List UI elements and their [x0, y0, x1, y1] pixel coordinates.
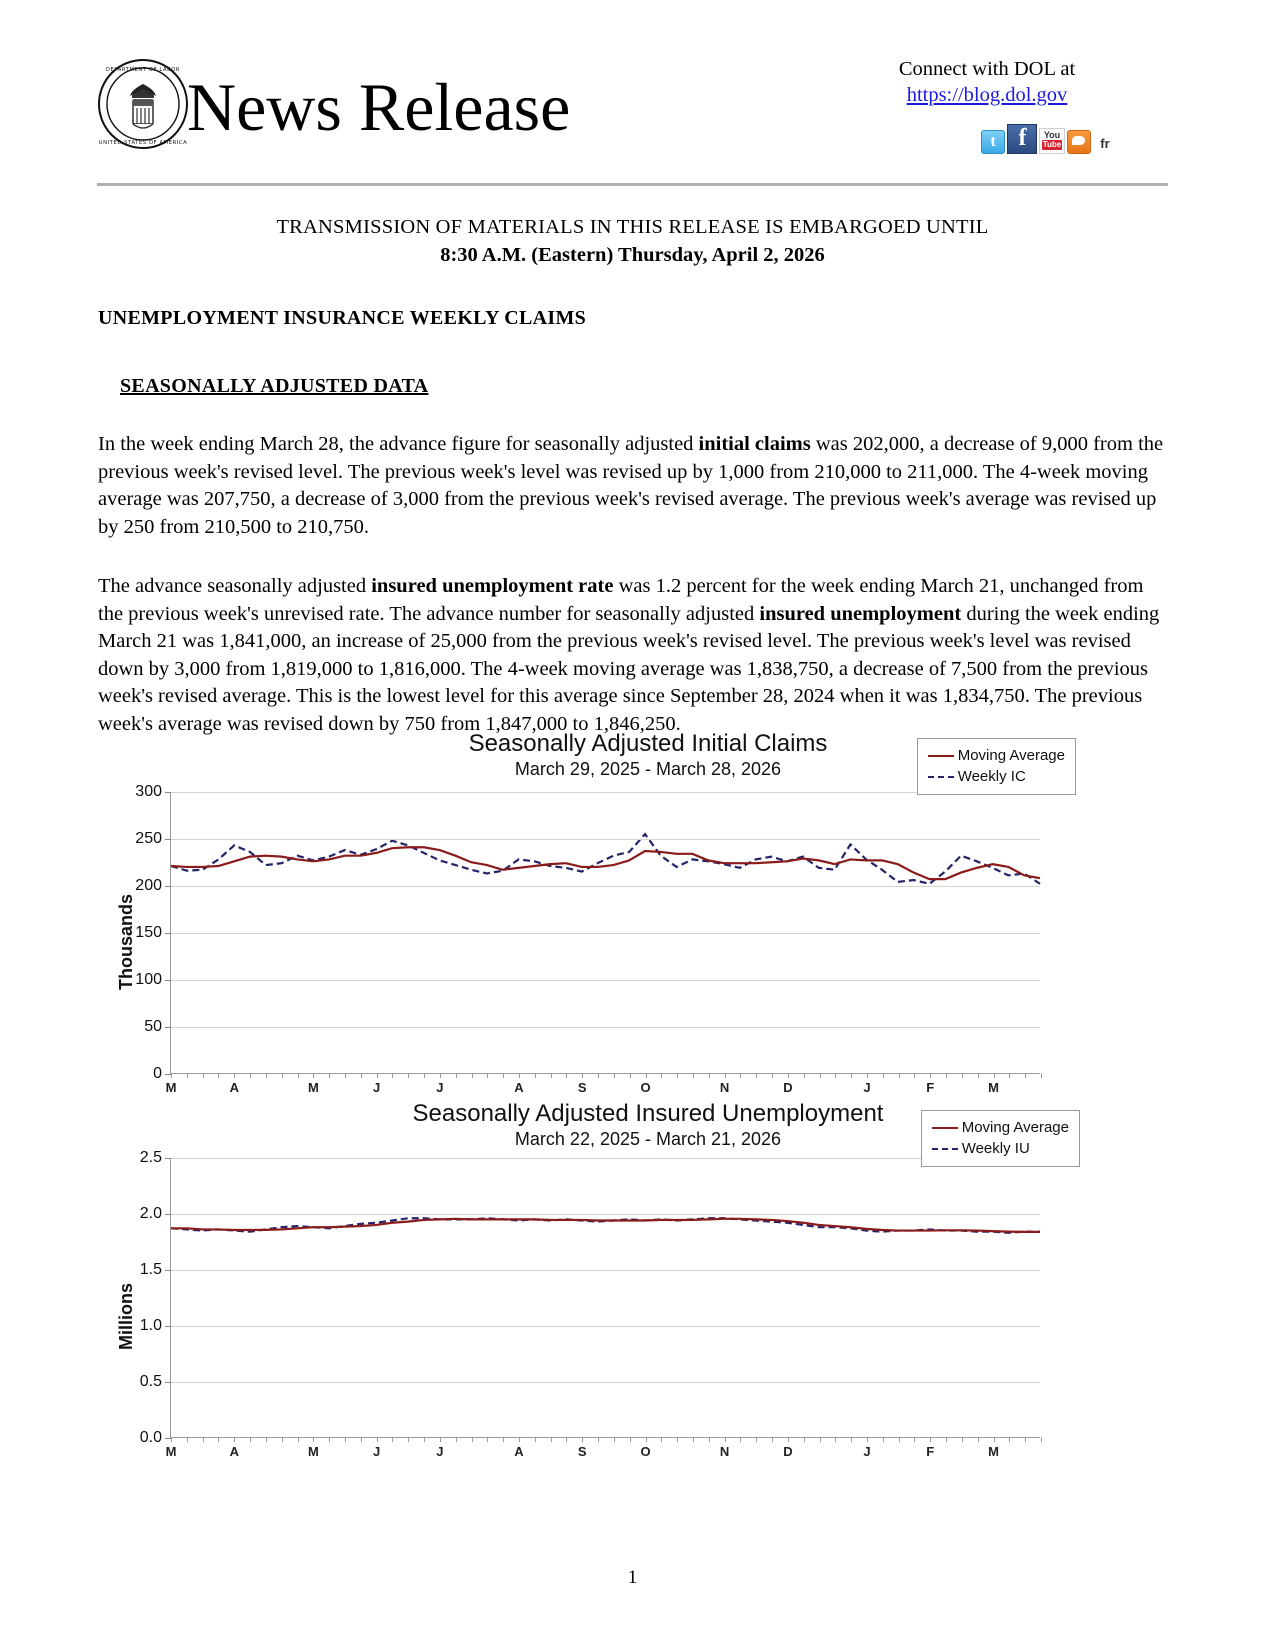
y-tick-mark	[165, 1270, 171, 1271]
paragraph-insured-unemployment	[98, 573, 1167, 738]
x-tick-mark	[883, 1437, 884, 1442]
x-tick-mark	[835, 1073, 836, 1078]
x-tick-mark	[740, 1437, 741, 1442]
x-tick-mark	[171, 1073, 172, 1078]
x-tick-mark	[899, 1437, 900, 1442]
gridline	[171, 839, 1040, 840]
x-tick-label: M	[165, 1080, 177, 1095]
y-tick-mark	[165, 933, 171, 934]
y-tick-mark	[165, 980, 171, 981]
y-tick-label: 300	[135, 783, 162, 800]
x-tick-mark	[472, 1437, 473, 1442]
gridline	[171, 1158, 1040, 1159]
x-tick-mark	[994, 1073, 995, 1078]
paragraph-initial-claims	[98, 431, 1167, 541]
x-tick-label: N	[719, 1080, 730, 1095]
x-tick-mark	[677, 1437, 678, 1442]
x-tick-mark	[298, 1437, 299, 1442]
y-tick-label: 2.5	[139, 1149, 162, 1166]
x-tick-mark	[282, 1437, 283, 1442]
x-tick-mark	[614, 1073, 615, 1078]
x-tick-mark	[914, 1437, 915, 1442]
x-tick-mark	[946, 1437, 947, 1442]
y-tick-label: 1.0	[139, 1317, 162, 1334]
x-tick-label: D	[783, 1444, 793, 1459]
x-tick-mark	[582, 1073, 583, 1078]
x-tick-mark	[218, 1073, 219, 1078]
dol-blog-link[interactable]: https://blog.dol.gov	[906, 84, 1068, 106]
dashed-line-swatch-icon	[928, 776, 954, 778]
x-tick-mark	[250, 1073, 251, 1078]
gridline	[171, 1027, 1040, 1028]
x-tick-mark	[867, 1437, 868, 1442]
chart2-legend-label-moving-average: Moving Average	[961, 1119, 1069, 1136]
x-tick-mark	[851, 1073, 852, 1078]
x-tick-mark	[851, 1437, 852, 1442]
x-tick-mark	[582, 1437, 583, 1442]
par2-text-c: during the week ending March 21 was 1,841,000, an increase of 25,000 from the previous week's revised level. The previous week's level was revised down by 3,000 from 1,819,000 to 1,816,000. The 4-week moving average was 1,838,750, a decrease of 7,500 from the previous week's revised average. This is the lowest level for this average since September 28, 2024 when it was 1,834,750. The previous week's average was revised down by 750 from 1,847,000 to 1,846,250.	[98, 602, 1160, 735]
embargo-line-2: 8:30 A.M. (Eastern) Thursday, April 2, 2026	[440, 244, 825, 266]
gridline	[171, 792, 1040, 793]
y-tick-mark	[165, 886, 171, 887]
y-tick-mark	[165, 1158, 171, 1159]
x-tick-mark	[440, 1073, 441, 1078]
x-tick-mark	[566, 1073, 567, 1078]
x-tick-mark	[930, 1073, 931, 1078]
x-tick-label: J	[436, 1080, 444, 1095]
x-tick-mark	[503, 1073, 504, 1078]
x-tick-label: N	[719, 1444, 730, 1459]
x-tick-label: F	[926, 1444, 935, 1459]
sub-section-title: SEASONALLY ADJUSTED DATA	[120, 375, 429, 397]
x-tick-mark	[535, 1437, 536, 1442]
y-tick-label: 0.5	[139, 1373, 162, 1390]
x-tick-mark	[266, 1437, 267, 1442]
y-tick-label: 2.0	[139, 1205, 162, 1222]
x-tick-mark	[472, 1073, 473, 1078]
x-tick-mark	[392, 1437, 393, 1442]
x-tick-label: O	[640, 1444, 651, 1459]
gridline	[171, 1382, 1040, 1383]
chart1-legend-item-weekly-ic	[928, 766, 1065, 787]
x-tick-mark	[535, 1073, 536, 1078]
dashed-line-swatch-icon	[932, 1148, 958, 1150]
x-tick-mark	[693, 1073, 694, 1078]
page-title: News Release	[187, 69, 571, 145]
y-tick-label: 250	[135, 830, 162, 847]
x-tick-mark	[519, 1437, 520, 1442]
x-tick-mark	[456, 1437, 457, 1442]
x-tick-label: J	[436, 1444, 444, 1459]
par1-bold-initial-claims: initial claims	[698, 433, 811, 455]
x-tick-mark	[962, 1073, 963, 1078]
par2-text-a: The advance seasonally adjusted	[98, 575, 372, 597]
chart1-subtitle: March 29, 2025 - March 28, 2026	[514, 759, 782, 779]
x-tick-mark	[646, 1073, 647, 1078]
y-tick-mark	[165, 839, 171, 840]
x-tick-mark	[661, 1437, 662, 1442]
x-tick-mark	[440, 1437, 441, 1442]
youtube-icon[interactable]	[1039, 128, 1065, 154]
x-tick-mark	[424, 1073, 425, 1078]
y-tick-label: 50	[144, 1018, 162, 1035]
series-line	[171, 1219, 1040, 1232]
svg-text:DEPARTMENT OF LABOR: DEPARTMENT OF LABOR	[105, 67, 181, 73]
x-tick-mark	[187, 1437, 188, 1442]
x-tick-mark	[1009, 1073, 1010, 1078]
x-tick-label: A	[229, 1080, 239, 1095]
x-tick-label: O	[640, 1080, 651, 1095]
y-tick-mark	[165, 1326, 171, 1327]
x-tick-mark	[772, 1073, 773, 1078]
chart-initial-claims	[98, 730, 1168, 1102]
x-tick-mark	[234, 1437, 235, 1442]
x-tick-mark	[709, 1073, 710, 1078]
embargo-line-1: TRANSMISSION OF MATERIALS IN THIS RELEASE IS EMBARGOED UNTIL	[276, 216, 989, 238]
x-tick-mark	[171, 1437, 172, 1442]
chart1-x-axis	[165, 1073, 1040, 1095]
youtube-icon-bottom-text: Tube	[1042, 140, 1062, 149]
section-title: UNEMPLOYMENT INSURANCE WEEKLY CLAIMS	[98, 307, 587, 329]
y-tick-mark	[165, 1382, 171, 1383]
x-tick-mark	[1041, 1073, 1042, 1078]
connect-with-dol-block	[857, 56, 1117, 108]
x-tick-mark	[266, 1073, 267, 1078]
x-tick-mark	[820, 1073, 821, 1078]
x-tick-label: A	[514, 1080, 524, 1095]
x-tick-mark	[329, 1437, 330, 1442]
y-tick-label: 0	[153, 1065, 162, 1082]
y-tick-mark	[165, 1074, 171, 1075]
x-tick-mark	[203, 1073, 204, 1078]
x-tick-label: J	[863, 1080, 871, 1095]
y-tick-mark	[165, 1027, 171, 1028]
x-tick-label: M	[165, 1444, 177, 1459]
social-links-row	[857, 122, 1117, 154]
x-tick-label: M	[988, 1080, 999, 1095]
x-tick-mark	[345, 1437, 346, 1442]
par1-text-a: In the week ending March 28, the advance figure for seasonally adjusted	[98, 433, 699, 455]
facebook-icon[interactable]: f	[1007, 124, 1037, 154]
chat-icon[interactable]	[1067, 130, 1091, 154]
x-tick-mark	[218, 1437, 219, 1442]
x-tick-mark	[282, 1073, 283, 1078]
x-tick-mark	[804, 1437, 805, 1442]
x-tick-mark	[978, 1073, 979, 1078]
x-tick-mark	[503, 1437, 504, 1442]
x-tick-mark	[408, 1437, 409, 1442]
chart2-plot-area	[139, 1149, 1040, 1459]
gridline	[171, 1326, 1040, 1327]
x-tick-mark	[1025, 1437, 1026, 1442]
x-tick-mark	[1009, 1437, 1010, 1442]
x-tick-mark	[677, 1073, 678, 1078]
document-body	[98, 305, 1167, 738]
x-tick-label: A	[514, 1444, 524, 1459]
x-tick-mark	[313, 1073, 314, 1078]
x-tick-mark	[329, 1073, 330, 1078]
chart1-legend	[917, 738, 1076, 795]
masthead	[0, 0, 1265, 190]
x-tick-mark	[630, 1073, 631, 1078]
x-tick-mark	[661, 1073, 662, 1078]
y-tick-label: 200	[135, 877, 162, 894]
chart2-legend	[921, 1110, 1080, 1167]
chart2-legend-label-weekly-iu: Weekly IU	[961, 1140, 1030, 1157]
x-tick-label: J	[373, 1080, 381, 1095]
x-tick-mark	[820, 1437, 821, 1442]
x-tick-mark	[994, 1437, 995, 1442]
x-tick-mark	[725, 1073, 726, 1078]
y-tick-mark	[165, 1214, 171, 1215]
series-line	[171, 847, 1040, 879]
chart1-title: Seasonally Adjusted Initial Claims	[468, 730, 828, 757]
par1-text-b: was 202,000, a decrease of 9,000 from the previous week's revised level. The previous week's level was revised up by 1,000 from 210,000 to 211,000. The 4-week moving average was 207,750, a decrease of 3,000 from the previous week's revised average. The previous week's average was revised up by 250 from 210,500 to 210,750.	[98, 433, 1164, 538]
gridline	[171, 980, 1040, 981]
x-tick-label: S	[577, 1080, 587, 1095]
y-tick-label: 100	[135, 971, 162, 988]
twitter-icon[interactable]: t	[981, 130, 1005, 154]
gridline	[171, 933, 1040, 934]
x-tick-mark	[788, 1437, 789, 1442]
x-tick-mark	[756, 1073, 757, 1078]
x-tick-mark	[835, 1437, 836, 1442]
solid-line-swatch-icon	[928, 755, 954, 757]
x-tick-mark	[978, 1437, 979, 1442]
page-number: 1	[627, 1567, 638, 1588]
par2-text-b: was 1.2 percent for the week ending March 21, unchanged from the previous week's unrevised rate. The advance number for seasonally adjusted	[98, 575, 1144, 625]
chart1-legend-item-moving-average	[928, 745, 1065, 766]
x-tick-mark	[408, 1073, 409, 1078]
x-tick-mark	[772, 1437, 773, 1442]
chart2-legend-item-moving-average	[932, 1117, 1069, 1138]
x-tick-label: A	[229, 1444, 239, 1459]
chart2-legend-item-weekly-iu	[932, 1138, 1069, 1159]
x-tick-mark	[867, 1073, 868, 1078]
x-tick-mark	[234, 1073, 235, 1078]
x-tick-mark	[187, 1073, 188, 1078]
x-tick-label: F	[926, 1080, 935, 1095]
x-tick-mark	[313, 1437, 314, 1442]
x-tick-label: M	[307, 1444, 319, 1459]
x-tick-mark	[551, 1073, 552, 1078]
y-tick-label: 150	[135, 924, 162, 941]
youtube-icon-top-text: You	[1043, 130, 1061, 140]
x-tick-label: J	[863, 1444, 871, 1459]
x-tick-label: J	[373, 1444, 381, 1459]
x-tick-mark	[361, 1437, 362, 1442]
x-tick-mark	[298, 1073, 299, 1078]
x-tick-mark	[203, 1437, 204, 1442]
x-tick-mark	[392, 1073, 393, 1078]
par2-bold-insured-unemployment: insured unemployment	[759, 602, 962, 625]
chart1-plot-area	[135, 783, 1040, 1095]
x-tick-mark	[804, 1073, 805, 1078]
y-tick-label: 1.5	[139, 1261, 162, 1278]
x-tick-mark	[725, 1437, 726, 1442]
x-tick-mark	[962, 1437, 963, 1442]
chart2-subtitle: March 22, 2025 - March 21, 2026	[514, 1129, 782, 1149]
x-tick-mark	[646, 1437, 647, 1442]
chart1-legend-label-weekly-ic: Weekly IC	[957, 768, 1026, 785]
x-tick-mark	[424, 1437, 425, 1442]
x-tick-mark	[377, 1073, 378, 1078]
x-tick-label: S	[577, 1444, 587, 1459]
x-tick-mark	[551, 1437, 552, 1442]
x-tick-mark	[487, 1437, 488, 1442]
dol-seal-icon	[97, 58, 189, 150]
x-tick-mark	[883, 1073, 884, 1078]
x-tick-label: M	[988, 1444, 999, 1459]
x-tick-mark	[740, 1073, 741, 1078]
x-tick-mark	[345, 1073, 346, 1078]
embargo-notice	[0, 213, 1265, 269]
x-tick-mark	[250, 1437, 251, 1442]
x-tick-mark	[693, 1437, 694, 1442]
gridline	[171, 886, 1040, 887]
chart-insured-unemployment	[98, 1100, 1168, 1472]
x-tick-mark	[930, 1437, 931, 1442]
gridline	[171, 1270, 1040, 1271]
x-tick-mark	[788, 1073, 789, 1078]
y-tick-mark	[165, 1438, 171, 1439]
x-tick-mark	[456, 1073, 457, 1078]
x-tick-mark	[756, 1437, 757, 1442]
chart2-x-axis	[165, 1437, 1040, 1459]
x-tick-mark	[361, 1073, 362, 1078]
chart2-title: Seasonally Adjusted Insured Unemployment	[412, 1100, 884, 1127]
chart1-legend-label-moving-average: Moving Average	[957, 747, 1065, 764]
x-tick-mark	[598, 1073, 599, 1078]
x-tick-mark	[487, 1073, 488, 1078]
x-tick-mark	[377, 1437, 378, 1442]
x-tick-mark	[519, 1073, 520, 1078]
chart1-y-axis-title: Thousands	[116, 893, 136, 990]
x-tick-mark	[598, 1437, 599, 1442]
x-tick-mark	[630, 1437, 631, 1442]
x-tick-label: D	[783, 1080, 793, 1095]
x-tick-mark	[1025, 1073, 1026, 1078]
chart2-y-axis-title: Millions	[116, 1283, 136, 1350]
y-tick-label: 0.0	[139, 1429, 162, 1446]
gridline	[171, 1214, 1040, 1215]
x-tick-mark	[946, 1073, 947, 1078]
x-tick-mark	[899, 1073, 900, 1078]
connect-with-dol-label: Connect with DOL at	[898, 58, 1076, 80]
par2-bold-iu-rate: insured unemployment rate	[371, 575, 614, 597]
x-tick-mark	[1041, 1437, 1042, 1442]
header-divider	[97, 183, 1168, 186]
svg-text:UNITED STATES OF AMERICA: UNITED STATES OF AMERICA	[98, 140, 188, 146]
x-tick-mark	[914, 1073, 915, 1078]
x-tick-mark	[709, 1437, 710, 1442]
solid-line-swatch-icon	[932, 1127, 958, 1129]
x-tick-mark	[614, 1437, 615, 1442]
x-tick-label: M	[307, 1080, 319, 1095]
x-tick-mark	[566, 1437, 567, 1442]
y-tick-mark	[165, 792, 171, 793]
flickr-icon[interactable]: fr	[1100, 136, 1110, 151]
